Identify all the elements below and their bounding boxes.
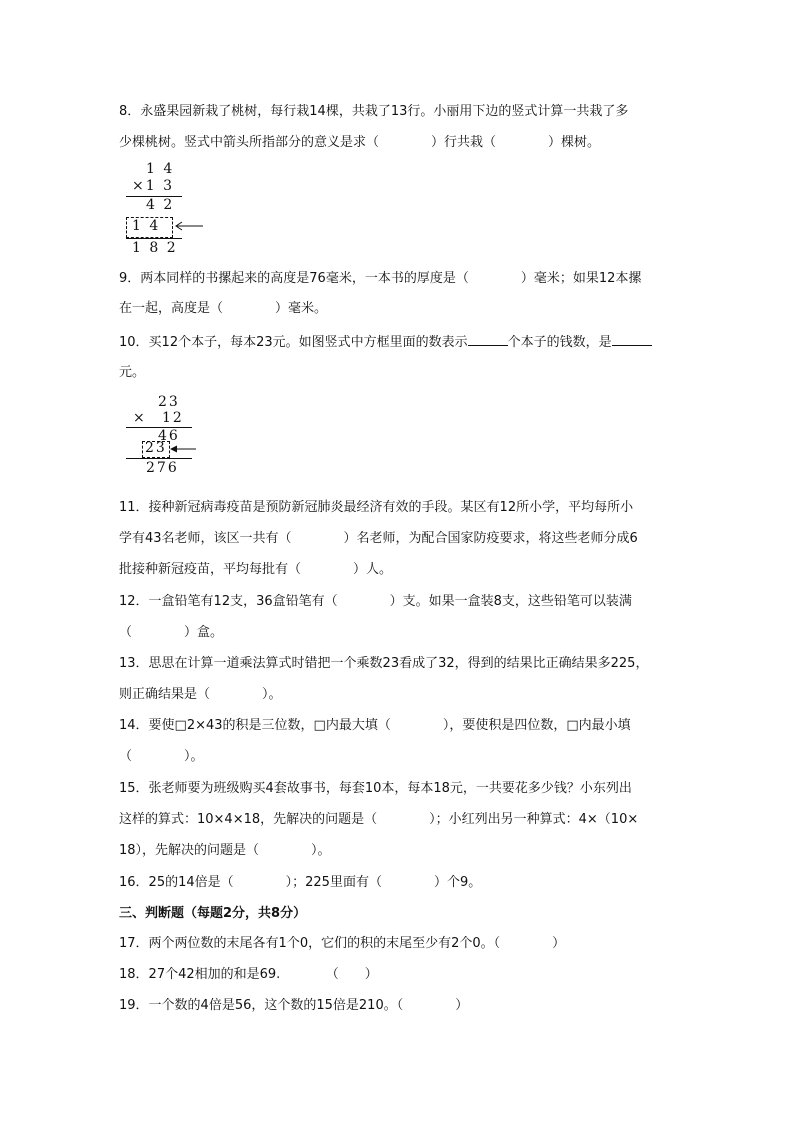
q8-arrow-icon bbox=[173, 220, 205, 232]
q11-line1: 11．接种新冠病毒疫苗是预防新冠肺炎最经济有效的手段。某区有12所小学，平均每所小 bbox=[119, 500, 634, 515]
q11-line3: 批接种新冠疫苗，平均每批有（ ）人。 bbox=[119, 562, 393, 577]
q8-line1: 8．永盛果园新栽了桃树，每行栽14棵，共栽了13行。小丽用下边的竖式计算一共栽了多 bbox=[119, 104, 629, 119]
q15-line1: 15．张老师要为班级购买4套故事书，每套10本，每本18元，一共要花多少钱？小东列出 bbox=[119, 781, 632, 796]
q8-multiplier: ×1 3 bbox=[132, 178, 174, 194]
q19-line1: 19．一个数的4倍是56，这个数的15倍是210。（ ） bbox=[119, 998, 469, 1013]
q8-rule-2 bbox=[126, 238, 182, 239]
q10-partial-1: 46 bbox=[158, 428, 180, 444]
q14-line1: 14．要使□2×43的积是三位数，□内最大填（ ），要使积是四位数，□内最小填 bbox=[119, 718, 631, 733]
q14-line2: （ ）。 bbox=[119, 749, 204, 764]
q16-line1: 16．25的14倍是（ ）；225里面有（ ）个9。 bbox=[119, 875, 482, 890]
q15-line2: 这样的算式：10×4×18，先解决的问题是（ ）；小红列出另一种算式：4×（10× bbox=[119, 812, 639, 827]
q10-line1 bbox=[119, 334, 652, 352]
q12-line2: （ ）盒。 bbox=[119, 625, 224, 640]
q15-line3: 18），先解决的问题是（ ）。 bbox=[119, 843, 331, 858]
q10-blank-1[interactable] bbox=[468, 345, 508, 346]
q10-multiplier: 12 bbox=[162, 410, 184, 426]
q10-line2: 元。 bbox=[119, 365, 146, 380]
q13-line2: 则正确结果是（ ）。 bbox=[119, 687, 282, 702]
q8-multiplicand: 1 4 bbox=[146, 161, 175, 177]
q10-partial-2: 23 bbox=[145, 440, 167, 456]
q9-line2: 在一起，高度是（ ）毫米。 bbox=[119, 301, 328, 316]
q18-line1: 18．27个42相加的和是69. （ ） bbox=[119, 967, 378, 982]
q10-arrow-icon bbox=[168, 443, 198, 455]
q10-result: 276 bbox=[146, 460, 179, 476]
q8-line2: 少棵桃树。竖式中箭头所指部分的意义是求（ ）行共栽（ ）棵树。 bbox=[119, 135, 601, 150]
q10-multiplicand: 23 bbox=[158, 394, 180, 410]
q12-line1: 12．一盒铅笔有12支，36盒铅笔有（ ）支。如果一盒装8支，这些铅笔可以装满 bbox=[119, 594, 632, 609]
q8-partial-1: 4 2 bbox=[146, 197, 175, 213]
q8-result: 1 8 2 bbox=[132, 240, 178, 256]
q13-line1: 13．思思在计算一道乘法算式时错把一个乘数23看成了32，得到的结果比正确结果多225， bbox=[119, 656, 649, 671]
q10-rule-2 bbox=[126, 458, 192, 459]
section-3-heading: 三、判断题（每题2分，共8分） bbox=[119, 906, 307, 921]
q8-partial-2: 1 4 bbox=[132, 218, 161, 234]
q10-text-b: 个本子的钱数，是 bbox=[507, 335, 612, 350]
q11-line2: 学有43名老师，该区一共有（ ）名老师，为配合国家防疫要求，将这些老师分成6 bbox=[119, 531, 638, 546]
q10-text-a: 10．买12个本子，每本23元。如图竖式中方框里面的数表示 bbox=[119, 335, 468, 350]
q10-times-sign: × bbox=[133, 410, 147, 426]
q10-blank-2[interactable] bbox=[612, 345, 652, 346]
q9-line1: 9．两本同样的书摞起来的高度是76毫米，一本书的厚度是（ ）毫米；如果12本摞 bbox=[119, 271, 642, 286]
q17-line1: 17．两个两位数的末尾各有1个0，它们的积的末尾至少有2个0。（ ） bbox=[119, 936, 566, 951]
